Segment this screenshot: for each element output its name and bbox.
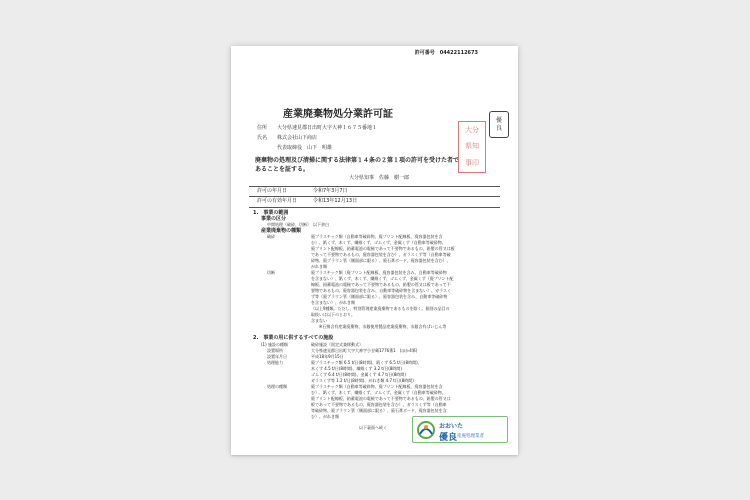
capacity-line: ゴムくず 6.4 t/日(8時間)、金属くず 4.7 t/日(8時間) (311, 372, 406, 377)
capacity-line: 木くず 4.5 t/日(8時間)、繊維くず 3.2 t/日(8時間) (311, 366, 402, 371)
category-2-line: を含まない）、紙くず、木くず、繊維くず、ゴムくず、金属くず（廃プリント配 (311, 276, 454, 281)
facility-label: 処理能力 (267, 360, 283, 365)
handled-label: 処理の種類 (267, 384, 287, 389)
handled-line: む）、紙くず、木くず、繊維くず、ゴムくず、金属くず（自動車等破砕物、 (311, 390, 446, 395)
name-label: 氏名 (257, 135, 268, 141)
category-2-label: 切断 (267, 270, 275, 275)
handled-line: 廃プリント配線板、鉛蓄電池の電極であって不要物であるもの、鉛製の管又は (311, 396, 451, 401)
body-text-line-2: あることを証する。 (255, 166, 310, 173)
body-text-line-1: 廃棄物の処理及び清掃に関する法律第１４条の２第１項の許可を受けた者で (255, 157, 460, 164)
logo-text-sub: 産廃処理業者 (457, 434, 484, 439)
category-2-line: ず等（廃ブラウン管（側面部に限る）、廃容器包装を含み、自動車等破砕物 (311, 294, 448, 299)
note-line: （以上9種類。ただし、特別管理産業廃棄物であるものを除く。個別の品目の (311, 306, 450, 311)
facility-value: 破砕施設（固定式兼移動式） (311, 342, 363, 347)
oita-excellent-logo (412, 416, 508, 443)
facility-value: 大分県速見郡日出町大字大神字小谷蔵1776番1 (ほか4筆) (311, 348, 418, 353)
category-1-line: 廃プリント配線板、鉛蓄電池の電極であって不要物であるもの、鉛製の管又は板 (311, 246, 455, 251)
category-2-line: 廃プラスチック類（廃プリント配線板、廃容器包装を含み、自動車等破砕物 (311, 270, 447, 275)
company-name: 株式会社山下商店 (277, 135, 318, 141)
facility-label: 設置場所 (267, 348, 283, 353)
capacity-line: ガラスくず等 1.2 t/日(8時間)、がれき類 4.7 t/日(8時間) (311, 378, 414, 383)
section-1-line: 中間処理（破砕、切断） 以下余白 (267, 222, 329, 227)
note-line: 取扱いは以下のとおり。 (311, 312, 355, 317)
permit-number: 許可番号 04422112673 (414, 50, 478, 56)
section-1-subtitle: 事業の区分 (261, 216, 287, 222)
excellent-badge (489, 111, 509, 138)
address-label: 住所 (257, 125, 268, 131)
issue-date-label: 許可の年月日 (257, 188, 288, 194)
handled-line: 廃プラスチック類（自動車等破砕物、廃プリント配線板、廃容器包装を含 (311, 384, 443, 389)
category-1-line: 廃プラスチック類（自動車等破砕物、廃プリント配線板、廃容器包装を含 (311, 234, 443, 239)
category-1-line: む）、紙くず、木くず、繊維くず、ゴムくず、金属くず（自動車等破砕物、 (311, 240, 446, 245)
facility-label: 設置年月日 (267, 354, 287, 359)
category-2-line: 要物であるもの、廃容器包装を含み、自動車等破砕物を含まない）、ガラスく (311, 288, 451, 293)
divider (249, 186, 500, 187)
expiry-date: 令和13年12月13日 (313, 198, 358, 204)
logo-text-top: おおいた (439, 423, 464, 430)
footnote: ※石綿含有産業廃棄物、水銀使用製品産業廃棄物、水銀含有ばいじん等 (319, 324, 447, 329)
continued-note: 以下裏面へ続く (359, 425, 387, 430)
logo-text-main: 優良 (439, 433, 458, 443)
waste-types-heading: 産業廃棄物の種類 (261, 228, 302, 234)
divider (249, 196, 500, 197)
handled-line: む）、がれき類 (311, 414, 339, 419)
note-line: 含まない (311, 318, 327, 323)
facility-value: 廃プラスチック類 6.5 t/日(8時間)、紙くず 6.5 t/日(8時間)、 (311, 360, 422, 365)
facility-value: 平成18年9月15日 (311, 354, 344, 359)
category-2-line: を含まない）、がれき類 (311, 300, 355, 305)
handled-line: 等破砕物、廃ブラウン管（側面部に限る）、廃石膏ボード、廃容器包装を含 (311, 408, 447, 413)
issuer-name: 大分県知事 佐藤 樹一郎 (349, 175, 410, 181)
category-1-label: 破砕 (267, 234, 275, 239)
badge-line-2: 良 (495, 124, 502, 132)
section-2-title: 2. 事業の用に供するすべての施設 (253, 335, 334, 341)
representative: 代表取締役 山下 明雄 (277, 145, 333, 151)
permit-document (231, 46, 518, 455)
expiry-label: 許可の有効年月日 (257, 198, 298, 204)
category-1-line: がれき類 (311, 264, 327, 269)
category-1-line: であって不要物であるもの、廃容器包装を含む）、ガラスくず等（自動車等破 (311, 252, 451, 257)
divider (249, 207, 500, 208)
facility-label: (1) 施設の種類 (261, 342, 288, 347)
logo-mark-icon (416, 420, 436, 440)
badge-line-1: 優 (495, 117, 502, 125)
category-2-line: 線板、鉛蓄電池の電極であって不要物であるもの、鉛製の管又は板であって不 (311, 282, 451, 287)
section-1-title: 1. 事業の範囲 (253, 210, 289, 216)
address-value: 大分県速見郡日出町大字大神１６７５番地１ (277, 125, 378, 131)
category-1-line: 砕物、廃ブラウン管（側面部に限る）、廃石膏ボード、廃容器包装を含む）、 (311, 258, 451, 263)
official-seal: 大分 県知 事印 (458, 121, 486, 173)
issue-date: 令和7年3月7日 (313, 188, 348, 194)
handled-line: 板であって不要物であるもの、廃容器包装を含む）、ガラスくず等（自動車 (311, 402, 447, 407)
document-title: 産業廃棄物処分業許可証 (283, 109, 393, 120)
